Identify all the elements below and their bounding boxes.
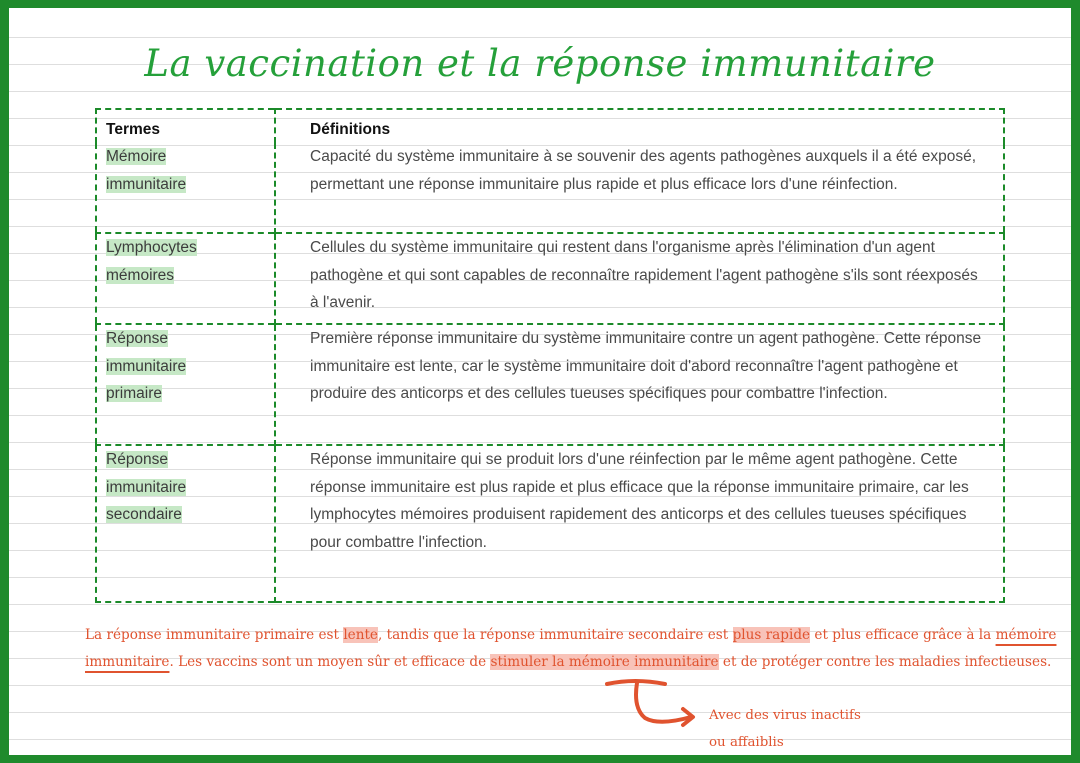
underline-memoire-immunitaire: mémoire immunitaire xyxy=(85,627,1057,671)
summary-text: , tandis que la réponse immunitaire secondaire est xyxy=(377,627,733,643)
summary-note xyxy=(85,622,1065,677)
term-line: immunitaire xyxy=(106,478,187,496)
term-line: mémoires xyxy=(106,266,175,284)
term-line: immunitaire xyxy=(106,357,187,375)
summary-text: La réponse immunitaire primaire est xyxy=(85,627,344,643)
term-line: Mémoire xyxy=(106,148,167,166)
table-row xyxy=(96,143,1004,233)
header-definitions: Définitions xyxy=(310,121,391,138)
side-annotation-line: Avec des virus inactifs xyxy=(709,708,861,723)
definition-cell: Réponse immunitaire qui se produit lors d'une réinfection par le même agent pathogène. Cette réponse immunitaire est plus rapide et plus efficace que la réponse immunitaire primaire, car les lymphocytes mémoires produisent rapidement des anticorps et des cellules tueuses spécifiques pour combattre l'infection. xyxy=(275,445,1004,602)
highlight-stimuler: stimuler la mémoire immunitaire xyxy=(490,654,719,671)
page-title: La vaccination et la réponse immunitaire xyxy=(144,42,936,85)
definition-cell: Cellules du système immunitaire qui restent dans l'organisme après l'élimination d'un agent pathogène et qui sont capables de reconnaître rapidement l'agent pathogène s'ils sont réexposés à l'avenir. xyxy=(275,233,1004,324)
side-annotation-line: ou affaiblis xyxy=(709,735,784,751)
definition-cell: Première réponse immunitaire du système immunitaire contre un agent pathogène. Cette réponse immunitaire est lente, car le système immunitaire doit d'abord reconnaître l'agent pathogène et produire des anticorps et des cellules tueuses spécifiques pour combattre l'infection. xyxy=(275,324,1004,445)
side-annotation xyxy=(709,702,861,755)
summary-text: et de protéger contre les maladies infectieuses. xyxy=(718,654,1052,671)
annotation-arrow-icon xyxy=(599,674,709,734)
highlight-lente: lente xyxy=(343,627,378,643)
term-cell xyxy=(96,324,275,445)
summary-text: . Les vaccins sont un moyen sûr et efficace de xyxy=(169,654,491,671)
term-cell xyxy=(96,143,275,233)
term-line: Réponse xyxy=(106,330,169,348)
summary-text: et plus efficace grâce à la xyxy=(810,627,996,643)
table-header-row xyxy=(96,109,1004,143)
term-cell xyxy=(96,233,275,324)
table-row xyxy=(96,445,1004,602)
definitions-table xyxy=(95,108,1005,603)
term-cell xyxy=(96,445,275,602)
term-line: immunitaire xyxy=(106,175,187,193)
table-row xyxy=(96,324,1004,445)
term-line: primaire xyxy=(106,385,162,403)
term-line: secondaire xyxy=(106,506,182,524)
definition-cell: Capacité du système immunitaire à se souvenir des agents pathogènes auxquels il a été exposé, permettant une réponse immunitaire plus rapide et plus efficace lors d'une réinfection. xyxy=(310,148,977,193)
table-row xyxy=(96,233,1004,324)
highlight-plus-rapide: plus rapide xyxy=(732,627,811,643)
term-line: Lymphocytes xyxy=(106,239,197,257)
header-terms: Termes xyxy=(96,109,275,143)
notebook-page xyxy=(9,8,1071,755)
term-line: Réponse xyxy=(106,451,169,469)
